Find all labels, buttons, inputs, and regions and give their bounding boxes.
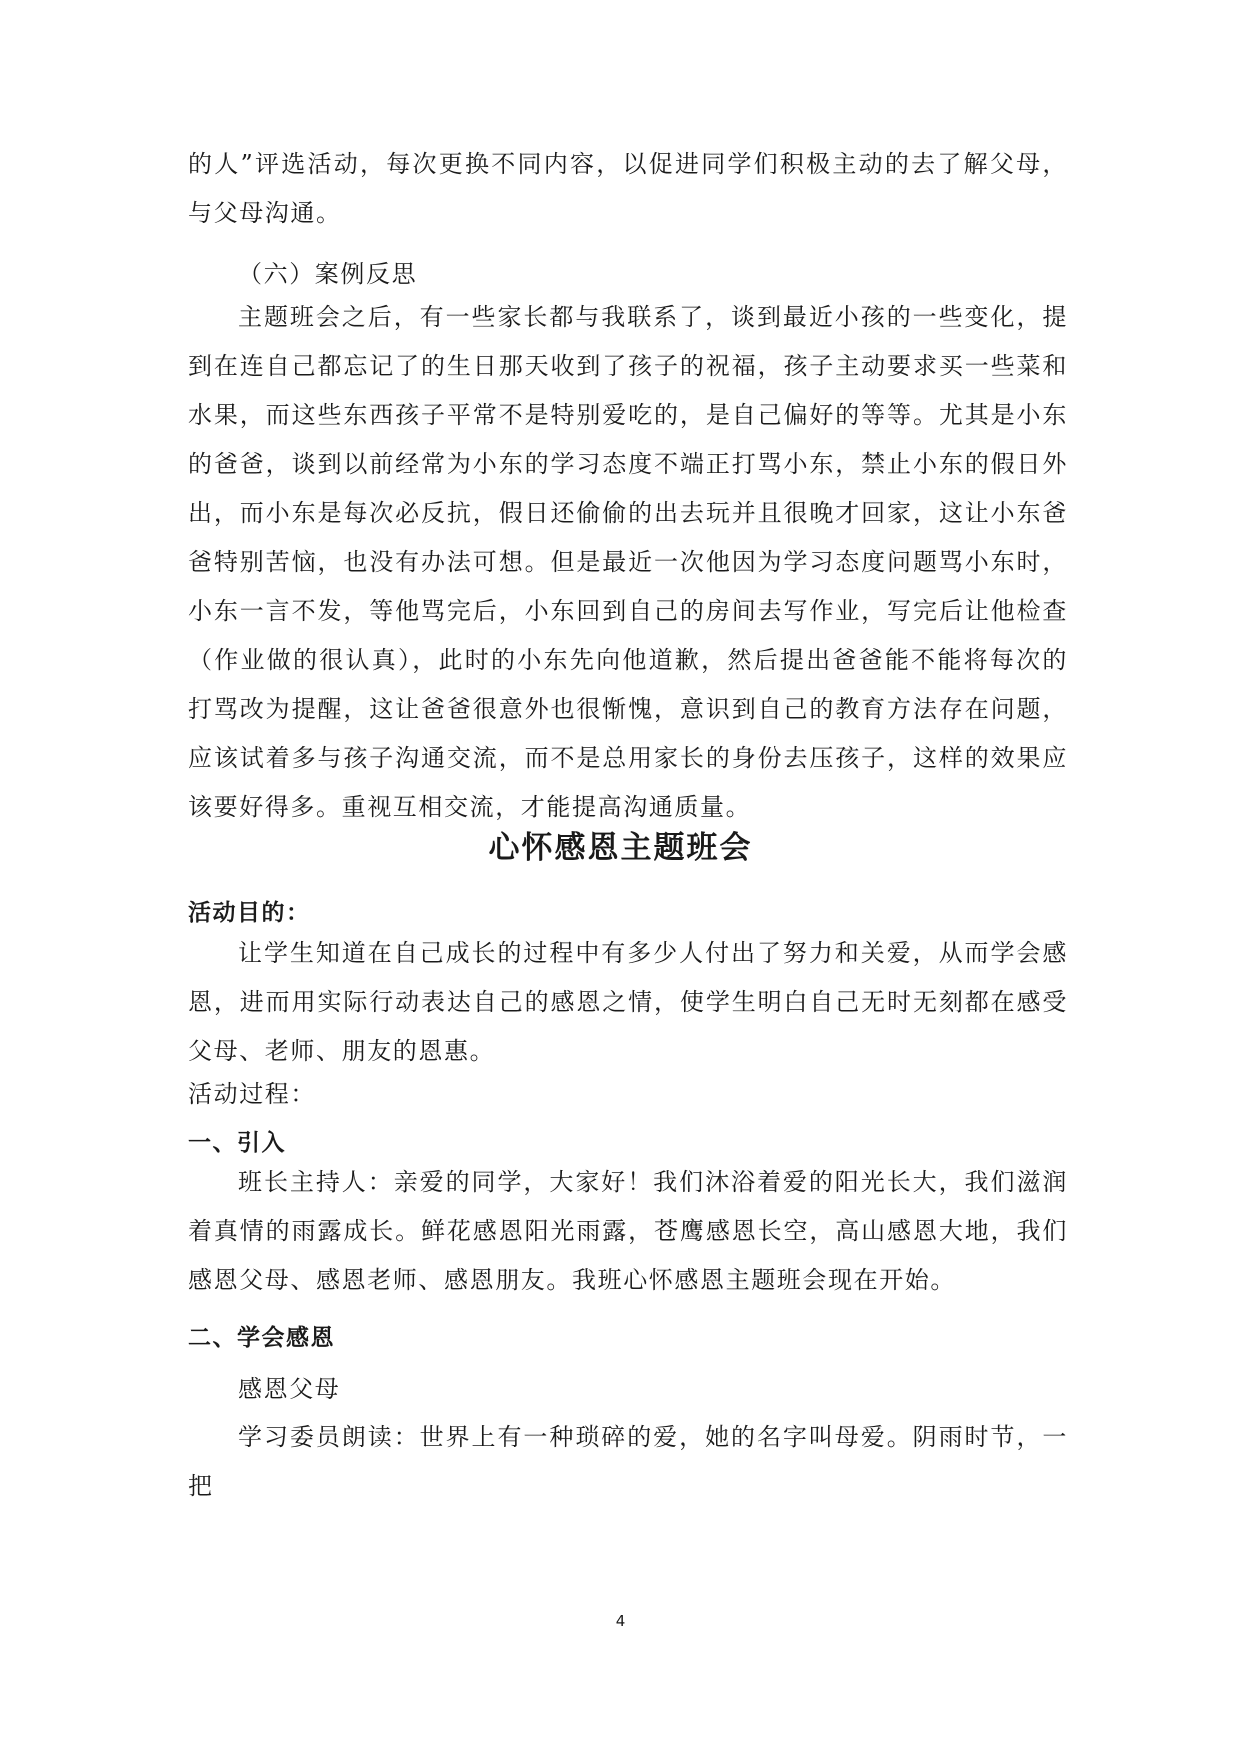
reflection-paragraph: 主题班会之后，有一些家长都与我联系了，谈到最近小孩的一些变化，提到在连自己都忘记了的生日那天收到了孩子的祝福，孩子主动要求买一些菜和水果，而这些东西孩子平常不是特别爱吃的，是自己偏好的等等。尤其是小东的爸爸，谈到以前经常为小东的学习态度不端正打骂小东，禁止小东的假日外出，而小东是每次必反抗，假日还偷偷的出去玩并且很晚才回家，这让小东爸爸特别苦恼，也没有办法可想。但是最近一次他因为学习态度问题骂小东时，小东一言不发，等他骂完后，小东回到自己的房间去写作业，写完后让他检查（作业做的很认真），此时的小东先向他道歉，然后提出爸爸能不能将每次的打骂改为提醒，这让爸爸很意外也很惭愧，意识到自己的教育方法存在问题，应该试着多与孩子沟通交流，而不是总用家长的身份去压孩子，这样的效果应该要好得多。重视互相交流，才能提高沟通质量。 [188,303,1068,821]
process-label: 活动过程： [188,1080,316,1108]
page-number: 4 [615,1612,626,1630]
step2-subheading: 感恩父母 [238,1375,341,1403]
continued-paragraph: 的人”评选活动，每次更换不同内容，以促进同学们积极主动的去了解父母，与父母沟通。 [188,150,1068,227]
section-six-heading: （六）案例反思 [238,260,418,288]
page-title: 心怀感恩主题班会 [488,830,753,866]
step2-paragraph: 学习委员朗读：世界上有一种琐碎的爱，她的名字叫母爱。阴雨时节，一把 [188,1423,1068,1500]
step1-paragraph: 班长主持人：亲爱的同学，大家好！我们沐浴着爱的阳光长大，我们滋润着真情的雨露成长。鲜花感恩阳光雨露，苍鹰感恩长空，高山感恩大地，我们感恩父母、感恩老师、感恩朋友。我班心怀感恩主题班会现在开始。 [188,1168,1068,1294]
goal-heading: 活动目的： [188,900,311,926]
step2-heading: 二、学会感恩 [188,1325,335,1351]
step1-heading: 一、引入 [188,1130,286,1156]
goal-paragraph: 让学生知道在自己成长的过程中有多少人付出了努力和关爱，从而学会感恩，进而用实际行动表达自己的感恩之情，使学生明白自己无时无刻都在感受父母、老师、朋友的恩惠。 [188,939,1068,1065]
